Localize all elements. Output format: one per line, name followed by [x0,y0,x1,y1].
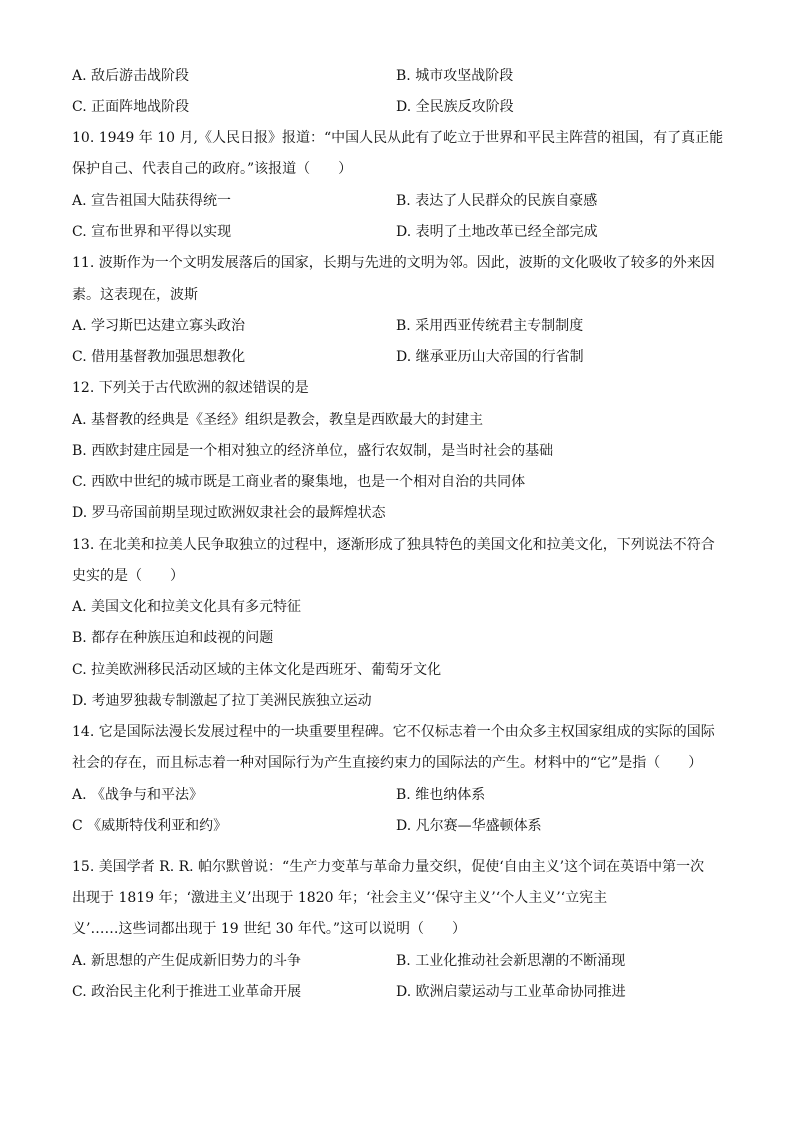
q10-option-b: B. 表达了人民群众的民族自豪感 [396,193,598,209]
q15-option-d: D. 欧洲启蒙运动与工业革命协同推进 [396,984,626,1000]
q11-option-d: D. 继承亚历山大帝国的行省制 [396,349,584,365]
q10-option-a: A. 宣告祖国大陆获得统一 [72,193,232,209]
q11-stem-line1: 11. 波斯作为一个文明发展落后的国家，长期与先进的文明为邻。因此，波斯的文化吸收了较多的外来因 [72,255,715,271]
q13-option-a: A. 美国文化和拉美文化具有多元特征 [72,599,302,615]
q9-option-a: A. 敌后游击战阶段 [72,68,190,84]
q10-stem-line2: 保护自己、代表自己的政府。”该报道（ ） [72,161,353,177]
q9-option-c: C. 正面阵地战阶段 [72,99,190,115]
q13-option-b: B. 都存在种族压迫和歧视的问题 [72,630,274,646]
q10-option-c: C. 宣布世界和平得以实现 [72,224,232,240]
q9-option-b: B. 城市攻坚战阶段 [396,68,514,84]
q12-option-a: A. 基督教的经典是《圣经》组织是教会，教皇是西欧最大的封建主 [72,412,484,428]
q14-option-b: B. 维也纳体系 [396,787,486,803]
q14-option-c: C 《威斯特伐利亚和约》 [72,818,228,834]
q15-stem-line2: 出现于 1819 年；‘激进主义’出现于 1820 年；‘社会主义’‘保守主义’‘个人主义’‘立宪主 [72,890,608,906]
q13-stem-line2: 史实的是（ ） [72,568,184,584]
q11-stem-line2: 素。这表现在，波斯 [72,287,198,303]
q12-option-d: D. 罗马帝国前期呈现过欧洲奴隶社会的最辉煌状态 [72,505,386,521]
q9-option-d: D. 全民族反攻阶段 [396,99,514,115]
q12-option-c: C. 西欧中世纪的城市既是工商业者的聚集地，也是一个相对自治的共同体 [72,474,526,490]
q13-option-c: C. 拉美欧洲移民活动区域的主体文化是西班牙、葡萄牙文化 [72,662,442,678]
q15-stem-line3: 义’……这些词都出现于 19 世纪 30 年代。”这可以说明（ ） [72,921,467,937]
q15-option-b: B. 工业化推动社会新思潮的不断涌现 [396,953,626,969]
q14-stem-line1: 14. 它是国际法漫长发展过程中的一块重要里程碑。它不仅标志着一个由众多主权国家组成的实际的国际 [72,724,715,740]
q14-option-d: D. 凡尔赛—华盛顿体系 [396,818,542,834]
q15-option-c: C. 政治民主化利于推进工业革命开展 [72,984,302,1000]
q10-stem-line1: 10. 1949 年 10 月,《人民日报》报道：“中国人民从此有了屹立于世界和平民主阵营的祖国，有了真正能 [72,130,724,146]
q14-option-a: A. 《战争与和平法》 [72,787,204,803]
q15-stem-line1: 15. 美国学者 R. R. 帕尔默曾说：“生产力变革与革命力量交织，促使‘自由主义’这个词在英语中第一次 [72,859,705,875]
q14-stem-line2: 社会的存在，而且标志着一种对国际行为产生直接约束力的国际法的产生。材料中的“它”是指（ ） [72,755,703,771]
q12-option-b: B. 西欧封建庄园是一个相对独立的经济单位，盛行农奴制，是当时社会的基础 [72,443,554,459]
q11-option-b: B. 采用西亚传统君主专制制度 [396,318,584,334]
q13-option-d: D. 考迪罗独裁专制激起了拉丁美洲民族独立运动 [72,693,372,709]
q11-option-a: A. 学习斯巴达建立寡头政治 [72,318,246,334]
q12-stem-line1: 12. 下列关于古代欧洲的叙述错误的是 [72,380,309,396]
q11-option-c: C. 借用基督教加强思想教化 [72,349,246,365]
q15-option-a: A. 新思想的产生促成新旧势力的斗争 [72,953,302,969]
q13-stem-line1: 13. 在北美和拉美人民争取独立的过程中，逐渐形成了独具特色的美国文化和拉美文化，下列说法不符合 [72,537,715,553]
q10-option-d: D. 表明了土地改革已经全部完成 [396,224,598,240]
